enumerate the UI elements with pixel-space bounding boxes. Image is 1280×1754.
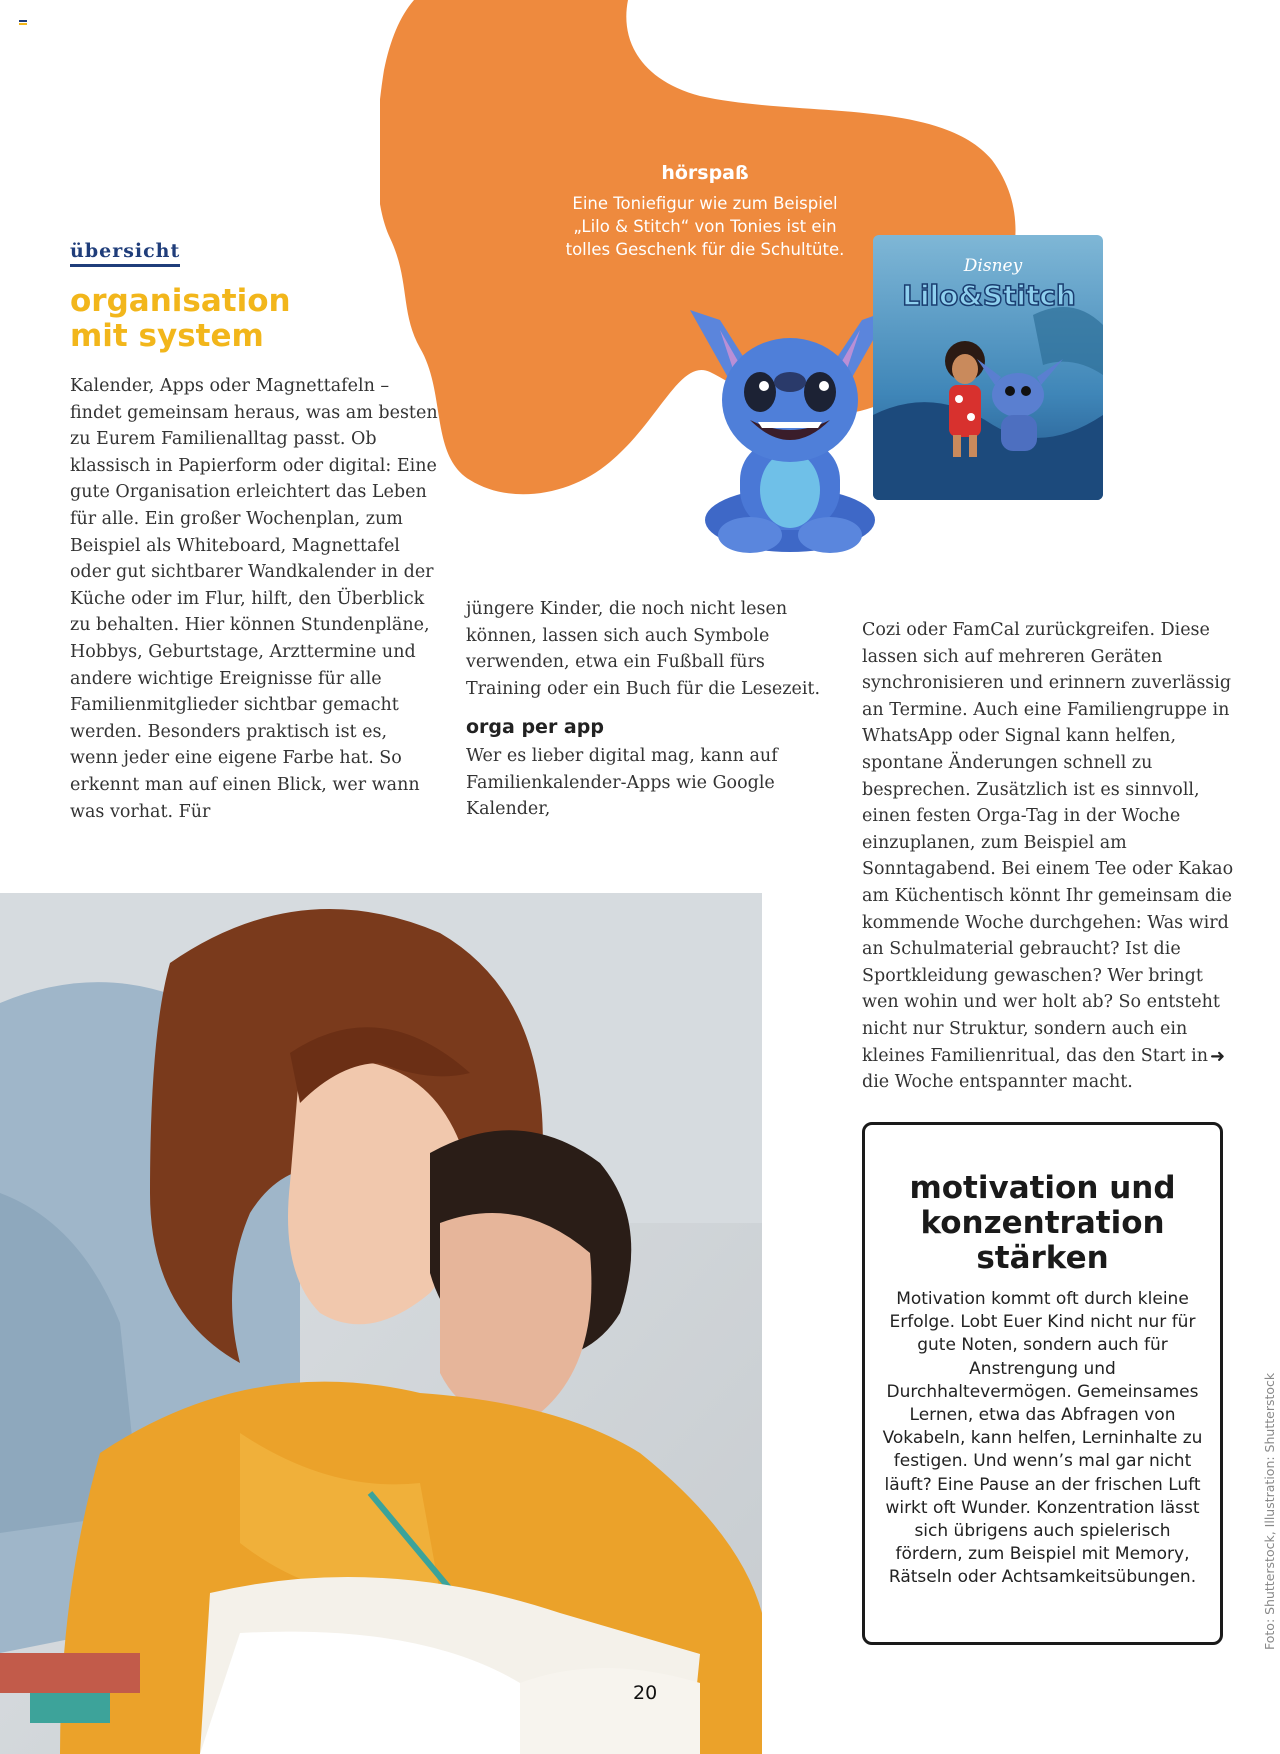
column-2-paragraph-b: Wer es lieber digital mag, kann auf Familienkalender-Apps wie Google Kalender,: [466, 745, 778, 820]
article-kicker: übersicht: [70, 240, 180, 267]
headline-line-1: organisation: [70, 283, 291, 319]
article-headline: [70, 284, 400, 354]
article-column-3: Cozi oder FamCal zurückgreifen. Diese lassen sich auf mehreren Geräten synchronisieren und erinnern zuverlässig an Termine. Auch eine Familiengruppe in WhatsApp oder Signal kann helfen, spontane Änderungen schnell zu besprechen. Zusätzlich ist es sinnvoll, einen festen Orga-Tag in der Woche einzuplanen, zum Beispiel am Sonntagabend. Bei einem Tee oder Kakao am Küchentisch könnt Ihr gemeinsam die kommende Woche durchgehen: Was wird an Schulmaterial gebraucht? Ist die Sportkleidung gewaschen? Wer bringt wen wohin und wer holt ab? So entsteht nicht nur Struktur, sondern auch ein kleines Familienritual, das den Start in die Woche entspannter macht.: [862, 620, 1234, 1093]
column-2-paragraph: jüngere Kinder, die noch nicht lesen können, lassen sich auch Symbole verwenden, etwa ein Fußball fürs Training oder ein Buch für die Lesezeit.: [466, 599, 821, 699]
tonie-callout: [560, 162, 850, 261]
headline-line-2: mit system: [70, 318, 264, 354]
tonie-text: Eine Toniefigur wie zum Beispiel „Lilo & Stitch“ von Tonies ist ein tolles Geschenk für die Schultüte.: [565, 194, 845, 259]
continue-arrow-icon: ➜: [1210, 1046, 1226, 1067]
corner-mark: [19, 20, 27, 26]
motivation-infobox: [862, 1122, 1223, 1645]
lilo-stitch-cover: [873, 235, 1103, 500]
infobox-title: motivation und konzentration stärken: [909, 1170, 1176, 1276]
infobox-text: Motivation kommt oft durch kleine Erfolge. Lobt Euer Kind nicht nur für gute Noten, sondern auch für Anstrengung und Durchhaltevermögen. Gemeinsames Lernen, etwa das Abfragen von Vokabeln, kann helfen, Lerninhalte zu festigen. Und wenn’s mal gar nicht läuft? Eine Pause an der frischen Luft wirkt oft Wunder. Konzentration lässt sich übrigens auch spielerisch fördern, zum Beispiel mit Memory, Rätseln oder Achtsamkeitsübungen.: [882, 1289, 1203, 1588]
page-number: 20: [633, 1682, 658, 1704]
tonie-kicker: hörspaß: [661, 162, 749, 184]
article-column-2: [466, 596, 821, 823]
cover-brand: Disney: [963, 256, 1023, 276]
cover-title: Lilo&Stitch: [902, 279, 1076, 312]
subheading-orga-per-app: orga per app: [466, 716, 604, 739]
stitch-tonie-figure: [680, 300, 900, 560]
photo-credit: Foto: Shutterstock, Illustration: Shutterstock: [1262, 1372, 1277, 1650]
mother-child-homework-photo: [0, 893, 762, 1754]
article-column-1: Kalender, Apps oder Magnettafeln – findet gemeinsam heraus, was am besten zu Eurem Familienalltag passt. Ob klassisch in Papierform oder digital: Eine gute Organisation erleichtert das Leben für alle. Ein großer Wochenplan, zum Beispiel als Whiteboard, Magnettafel oder gut sichtbarer Wandkalender in der Küche oder im Flur, hilft, den Überblick zu behalten. Hier können Stundenpläne, Hobbys, Geburtstage, Arzttermine und andere wichtige Ereignisse für alle Familienmitglieder sichtbar gemacht werden. Besonders praktisch ist es, wenn jeder eine eigene Farbe hat. So erkennt man auf einen Blick, wer wann was vorhat. Für: [70, 376, 438, 822]
